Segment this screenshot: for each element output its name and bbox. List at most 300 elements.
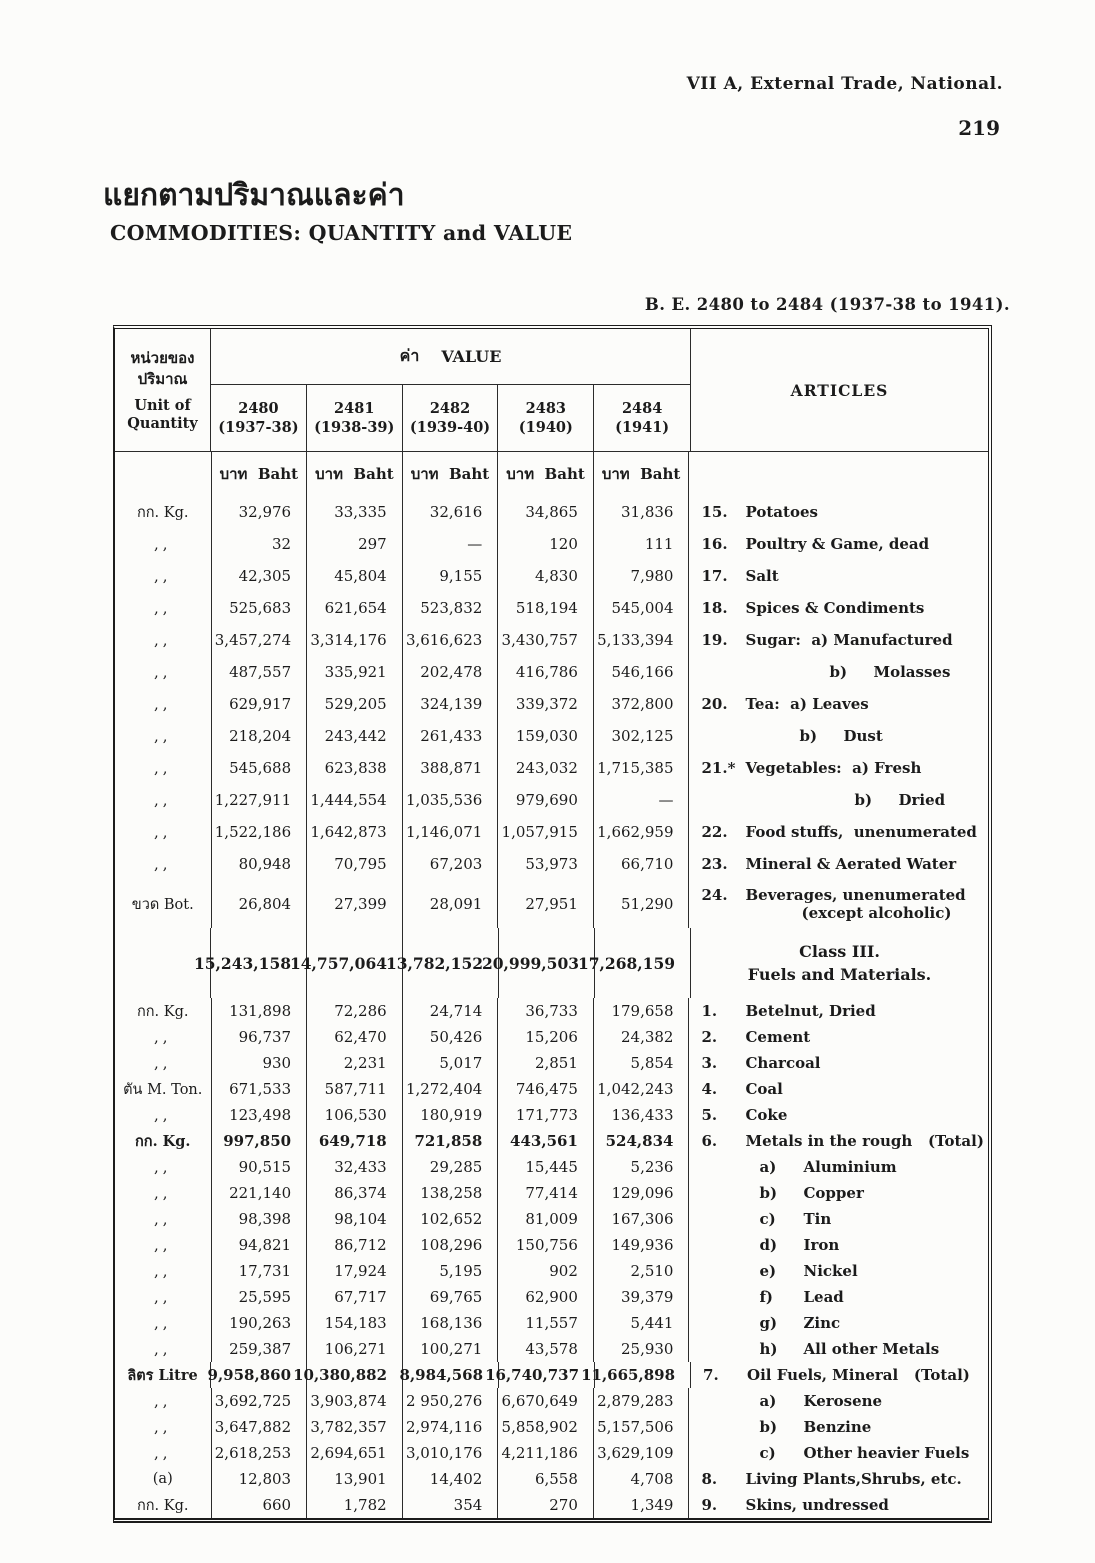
article-cell bbox=[689, 1336, 988, 1362]
article-cell bbox=[689, 880, 988, 928]
value-cell: 5,236 bbox=[594, 1154, 690, 1180]
value-cell: 26,804 bbox=[212, 880, 308, 928]
table-row bbox=[115, 496, 988, 528]
article-cell bbox=[689, 592, 988, 624]
table-row bbox=[115, 1310, 988, 1336]
article-line bbox=[689, 1158, 988, 1176]
article-number: b) bbox=[829, 663, 848, 681]
unit-cell: ,, bbox=[115, 656, 212, 688]
value-cell: 3,430,757 bbox=[498, 624, 594, 656]
value-cell: 2,694,651 bbox=[307, 1440, 403, 1466]
value-header bbox=[211, 329, 690, 385]
article-label: Zinc bbox=[803, 1314, 841, 1332]
unit-cell: ,, bbox=[115, 784, 212, 816]
value-cell: 1,035,536 bbox=[403, 784, 499, 816]
value-cell: 32,433 bbox=[307, 1154, 403, 1180]
value-cell: 149,936 bbox=[594, 1232, 690, 1258]
article-cell bbox=[689, 1440, 988, 1466]
article-label: Vegetables: a) Fresh bbox=[745, 759, 922, 777]
year-ce: (1937-38) bbox=[218, 419, 299, 436]
unit-cell: ,, bbox=[115, 1336, 212, 1362]
table-row bbox=[115, 656, 988, 688]
article-number: c) bbox=[759, 1444, 776, 1462]
value-cell: 120 bbox=[498, 528, 594, 560]
value-cell: 218,204 bbox=[212, 720, 308, 752]
unit-cell: ,, bbox=[115, 848, 212, 880]
value-cell: 930 bbox=[212, 1050, 308, 1076]
article-label: Dust bbox=[843, 727, 883, 745]
value-cell: 98,104 bbox=[307, 1206, 403, 1232]
article-line bbox=[689, 631, 988, 649]
article-line bbox=[689, 503, 988, 521]
value-cell: 67,203 bbox=[403, 848, 499, 880]
value-cell: 5,017 bbox=[403, 1050, 499, 1076]
article-line bbox=[689, 567, 988, 585]
article-label: Poultry & Game, dead bbox=[745, 535, 930, 553]
article-label: Beverages, unenumerated bbox=[745, 886, 966, 904]
value-cell: 29,285 bbox=[403, 1154, 499, 1180]
article-cell bbox=[689, 1050, 988, 1076]
value-cell: 4,211,186 bbox=[498, 1440, 594, 1466]
value-cell: 2 950,276 bbox=[403, 1388, 499, 1414]
table-row bbox=[115, 1076, 988, 1102]
article-cell bbox=[689, 1310, 988, 1336]
value-cell: 388,871 bbox=[403, 752, 499, 784]
value-cell: 81,009 bbox=[498, 1206, 594, 1232]
value-cell: 171,773 bbox=[498, 1102, 594, 1128]
year-header-cell bbox=[211, 385, 307, 451]
value-cell: 25,930 bbox=[594, 1336, 690, 1362]
article-cell bbox=[689, 1154, 988, 1180]
value-cell: — bbox=[403, 528, 499, 560]
article-cell bbox=[689, 752, 988, 784]
value-cell: 154,183 bbox=[307, 1310, 403, 1336]
value-cell: 5,133,394 bbox=[594, 624, 690, 656]
value-cell: 32,616 bbox=[403, 496, 499, 528]
article-number: 5. bbox=[701, 1106, 718, 1124]
value-cell: 3,010,176 bbox=[403, 1440, 499, 1466]
value-cell: 587,711 bbox=[307, 1076, 403, 1102]
year-be: 2480 bbox=[238, 400, 279, 417]
table-row bbox=[115, 998, 988, 1024]
article-cell bbox=[689, 656, 988, 688]
article-number: a) bbox=[759, 1158, 777, 1176]
article-label: Dried bbox=[898, 791, 946, 809]
article-line bbox=[689, 1470, 988, 1488]
unit-header-thai-line1: หน่วยของ bbox=[130, 348, 195, 367]
article-label: Tin bbox=[803, 1210, 832, 1228]
article-label: Spices & Condiments bbox=[745, 599, 925, 617]
article-cell bbox=[689, 1024, 988, 1050]
value-cell: 443,561 bbox=[498, 1128, 594, 1154]
year-ce: (1939-40) bbox=[409, 419, 491, 436]
value-cell: 324,139 bbox=[403, 688, 499, 720]
value-cell: 66,710 bbox=[594, 848, 690, 880]
article-number: b) bbox=[799, 727, 818, 745]
table-row bbox=[115, 1102, 988, 1128]
currency-unit-spacer bbox=[115, 452, 212, 496]
year-be: 2482 bbox=[429, 400, 471, 417]
unit-cell: ,, bbox=[115, 1310, 212, 1336]
article-label: Molasses bbox=[873, 663, 951, 681]
currency-label: บาท Baht bbox=[403, 452, 499, 496]
value-cell: 261,433 bbox=[403, 720, 499, 752]
unit-cell: ,, bbox=[115, 1024, 212, 1050]
article-number: 22. bbox=[701, 823, 728, 841]
value-cell: 1,057,915 bbox=[498, 816, 594, 848]
value-cell: 90,515 bbox=[212, 1154, 308, 1180]
article-label: Sugar: a) Manufactured bbox=[745, 631, 953, 649]
table-row bbox=[115, 1362, 988, 1388]
article-label: Skins, undressed bbox=[745, 1496, 889, 1514]
article-cell bbox=[689, 1180, 988, 1206]
article-line bbox=[691, 1366, 988, 1384]
value-cell: 138,258 bbox=[403, 1180, 499, 1206]
article-line bbox=[689, 599, 988, 617]
value-cell: 10,380,882 bbox=[307, 1362, 403, 1388]
value-cell: 98,398 bbox=[212, 1206, 308, 1232]
table-row bbox=[115, 1232, 988, 1258]
value-cell: 1,349 bbox=[594, 1492, 690, 1518]
table-row bbox=[115, 528, 988, 560]
value-cell: 77,414 bbox=[498, 1180, 594, 1206]
article-cell bbox=[689, 1414, 988, 1440]
year-header-cell bbox=[403, 385, 499, 451]
value-cell: 9,155 bbox=[403, 560, 499, 592]
value-cell: 106,271 bbox=[307, 1336, 403, 1362]
value-cell: 1,444,554 bbox=[307, 784, 403, 816]
value-cell: 6,558 bbox=[498, 1466, 594, 1492]
table-body bbox=[115, 496, 988, 1518]
value-cell: 31,836 bbox=[594, 496, 690, 528]
value-cell: 51,290 bbox=[594, 880, 690, 928]
article-number: b) bbox=[854, 791, 873, 809]
article-cell bbox=[689, 1492, 988, 1518]
value-cell: 129,096 bbox=[594, 1180, 690, 1206]
value-header-thai: ค่า bbox=[399, 346, 420, 365]
value-cell: 2,618,253 bbox=[212, 1440, 308, 1466]
section-header: VII A, External Trade, National. bbox=[686, 74, 1003, 94]
value-cell: 243,032 bbox=[498, 752, 594, 784]
value-cell: 902 bbox=[498, 1258, 594, 1284]
value-cell: 525,683 bbox=[212, 592, 308, 624]
value-cell: 660 bbox=[212, 1492, 308, 1518]
value-cell: 4,708 bbox=[594, 1466, 690, 1492]
article-number: f) bbox=[759, 1288, 774, 1306]
value-cell: 13,782,152 bbox=[403, 928, 499, 998]
article-cell bbox=[689, 496, 988, 528]
value-cell: 1,272,404 bbox=[403, 1076, 499, 1102]
year-be: 2481 bbox=[334, 400, 375, 417]
article-number: b) bbox=[759, 1184, 778, 1202]
value-cell: 202,478 bbox=[403, 656, 499, 688]
article-line bbox=[689, 1314, 988, 1332]
value-cell: 94,821 bbox=[212, 1232, 308, 1258]
article-line bbox=[689, 1496, 988, 1514]
unit-cell: ,, bbox=[115, 1102, 212, 1128]
article-number: 9. bbox=[701, 1496, 718, 1514]
article-line bbox=[689, 727, 988, 745]
value-cell: 80,948 bbox=[212, 848, 308, 880]
value-cell: 14,402 bbox=[403, 1466, 499, 1492]
article-cell bbox=[689, 688, 988, 720]
unit-cell: ,, bbox=[115, 1388, 212, 1414]
value-cell: 14,757,064 bbox=[307, 928, 403, 998]
value-cell: 545,004 bbox=[594, 592, 690, 624]
page-number: 219 bbox=[958, 116, 1000, 140]
value-cell: 339,372 bbox=[498, 688, 594, 720]
value-cell: 4,830 bbox=[498, 560, 594, 592]
value-cell: 45,804 bbox=[307, 560, 403, 592]
article-label: Aluminium bbox=[803, 1158, 897, 1176]
value-cell: 1,227,911 bbox=[212, 784, 308, 816]
article-cell bbox=[689, 998, 988, 1024]
article-number: 23. bbox=[701, 855, 728, 873]
unit-cell: ,, bbox=[115, 816, 212, 848]
unit-cell: ,, bbox=[115, 1414, 212, 1440]
unit-cell: ,, bbox=[115, 1440, 212, 1466]
value-cell: 69,765 bbox=[403, 1284, 499, 1310]
value-cell: 168,136 bbox=[403, 1310, 499, 1336]
article-number: a) bbox=[759, 1392, 777, 1410]
table-row bbox=[115, 1024, 988, 1050]
value-cell: 621,654 bbox=[307, 592, 403, 624]
value-cell: 524,834 bbox=[594, 1128, 690, 1154]
value-cell: 2,231 bbox=[307, 1050, 403, 1076]
value-cell: 5,157,506 bbox=[594, 1414, 690, 1440]
value-cell: 487,557 bbox=[212, 656, 308, 688]
article-number: c) bbox=[759, 1210, 776, 1228]
article-number: g) bbox=[759, 1314, 778, 1332]
value-cell: 5,441 bbox=[594, 1310, 690, 1336]
article-number: e) bbox=[759, 1262, 777, 1280]
value-cell: 24,382 bbox=[594, 1024, 690, 1050]
value-cell: 17,268,159 bbox=[595, 928, 691, 998]
value-cell: 15,206 bbox=[498, 1024, 594, 1050]
value-cell: 72,286 bbox=[307, 998, 403, 1024]
article-number: b) bbox=[759, 1418, 778, 1436]
value-cell: 34,865 bbox=[498, 496, 594, 528]
articles-header bbox=[691, 329, 988, 451]
value-cell: 159,030 bbox=[498, 720, 594, 752]
value-cell: 9,958,860 bbox=[211, 1362, 307, 1388]
value-cell: 721,858 bbox=[403, 1128, 499, 1154]
unit-cell: กก. Kg. bbox=[115, 1128, 212, 1154]
class-heading-line: Class III. bbox=[799, 942, 880, 961]
value-cell: 1,662,959 bbox=[594, 816, 690, 848]
article-cell bbox=[689, 720, 988, 752]
article-line bbox=[689, 1418, 988, 1436]
value-cell: 67,717 bbox=[307, 1284, 403, 1310]
unit-cell: ,, bbox=[115, 560, 212, 592]
article-label: Iron bbox=[803, 1236, 840, 1254]
table-row bbox=[115, 1180, 988, 1206]
period-caption: B. E. 2480 to 2484 (1937-38 to 1941). bbox=[644, 295, 1010, 314]
value-cell: 3,782,357 bbox=[307, 1414, 403, 1440]
article-number: 7. bbox=[703, 1366, 719, 1384]
article-label: Salt bbox=[745, 567, 779, 585]
unit-cell: (a) bbox=[115, 1466, 212, 1492]
article-line bbox=[689, 791, 988, 809]
value-cell: 243,442 bbox=[307, 720, 403, 752]
value-cell: 16,740,737 bbox=[499, 1362, 595, 1388]
article-cell bbox=[689, 624, 988, 656]
article-line bbox=[689, 1392, 988, 1410]
article-line bbox=[689, 1340, 988, 1358]
value-cell: 2,879,283 bbox=[594, 1388, 690, 1414]
value-cell: 3,647,882 bbox=[212, 1414, 308, 1440]
table-row bbox=[115, 1284, 988, 1310]
value-cell: 106,530 bbox=[307, 1102, 403, 1128]
value-cell: — bbox=[594, 784, 690, 816]
unit-cell: ,, bbox=[115, 1180, 212, 1206]
value-cell: 5,854 bbox=[594, 1050, 690, 1076]
table-row bbox=[115, 1414, 988, 1440]
unit-cell: กก. Kg. bbox=[115, 998, 212, 1024]
article-line bbox=[689, 759, 988, 777]
article-line bbox=[689, 1132, 988, 1150]
article-label: All other Metals bbox=[803, 1340, 940, 1358]
value-cell: 546,166 bbox=[594, 656, 690, 688]
table-row bbox=[115, 592, 988, 624]
article-number: 15. bbox=[701, 503, 728, 521]
article-number: 1. bbox=[701, 1002, 718, 1020]
value-cell: 3,457,274 bbox=[212, 624, 308, 656]
article-line bbox=[689, 1028, 988, 1046]
statistics-table bbox=[113, 325, 992, 1523]
value-cell: 111 bbox=[594, 528, 690, 560]
value-cell: 649,718 bbox=[307, 1128, 403, 1154]
unit-cell: ,, bbox=[115, 1206, 212, 1232]
article-cell bbox=[689, 1206, 988, 1232]
value-cell: 518,194 bbox=[498, 592, 594, 624]
table-row bbox=[115, 560, 988, 592]
article-label: Nickel bbox=[803, 1262, 858, 1280]
table-row bbox=[115, 1154, 988, 1180]
table-row bbox=[115, 1258, 988, 1284]
value-cell: 43,578 bbox=[498, 1336, 594, 1362]
article-label: Coal bbox=[745, 1080, 783, 1098]
value-cell: 108,296 bbox=[403, 1232, 499, 1258]
value-cell: 7,980 bbox=[594, 560, 690, 592]
value-cell: 50,426 bbox=[403, 1024, 499, 1050]
unit-cell: ,, bbox=[115, 752, 212, 784]
year-be: 2484 bbox=[621, 400, 663, 417]
year-ce: (1938-39) bbox=[314, 419, 395, 436]
value-cell: 416,786 bbox=[498, 656, 594, 688]
article-line bbox=[689, 1262, 988, 1280]
unit-cell: ,, bbox=[115, 1050, 212, 1076]
article-cell bbox=[689, 816, 988, 848]
value-cell: 2,851 bbox=[498, 1050, 594, 1076]
article-line bbox=[689, 1444, 988, 1462]
value-cell: 302,125 bbox=[594, 720, 690, 752]
article-cell bbox=[689, 1102, 988, 1128]
article-line bbox=[689, 1288, 988, 1306]
article-label: Charcoal bbox=[745, 1054, 821, 1072]
page-title: COMMODITIES: QUANTITY and VALUE bbox=[110, 221, 573, 245]
article-number: h) bbox=[759, 1340, 778, 1358]
value-cell: 1,782 bbox=[307, 1492, 403, 1518]
value-cell: 25,595 bbox=[212, 1284, 308, 1310]
value-cell: 629,917 bbox=[212, 688, 308, 720]
value-cell: 32 bbox=[212, 528, 308, 560]
unit-of-quantity-header bbox=[115, 329, 211, 451]
value-cell: 131,898 bbox=[212, 998, 308, 1024]
unit-cell: ลิตร Litre bbox=[115, 1362, 211, 1388]
value-cell: 997,850 bbox=[212, 1128, 308, 1154]
article-number: 6. bbox=[701, 1132, 718, 1150]
value-cell: 5,195 bbox=[403, 1258, 499, 1284]
value-cell: 1,522,186 bbox=[212, 816, 308, 848]
article-number: 4. bbox=[701, 1080, 718, 1098]
value-cell: 529,205 bbox=[307, 688, 403, 720]
year-ce: (1941) bbox=[615, 419, 670, 436]
value-cell: 86,712 bbox=[307, 1232, 403, 1258]
table-header bbox=[115, 329, 988, 452]
article-label: Mineral & Aerated Water bbox=[745, 855, 957, 873]
article-cell bbox=[691, 1362, 988, 1388]
year-ce: (1940) bbox=[518, 419, 573, 436]
unit-cell: ,, bbox=[115, 592, 212, 624]
article-label: Cement bbox=[745, 1028, 811, 1046]
table-row bbox=[115, 1128, 988, 1154]
currency-label: บาท Baht bbox=[594, 452, 690, 496]
value-cell: 39,379 bbox=[594, 1284, 690, 1310]
value-cell: 1,715,385 bbox=[594, 752, 690, 784]
value-cell: 3,629,109 bbox=[594, 1440, 690, 1466]
value-cell: 8,984,568 bbox=[403, 1362, 499, 1388]
value-cell: 62,900 bbox=[498, 1284, 594, 1310]
currency-row bbox=[115, 452, 988, 496]
value-cell: 671,533 bbox=[212, 1076, 308, 1102]
table-row bbox=[115, 816, 988, 848]
article-line bbox=[689, 855, 988, 873]
article-label: Living Plants,Shrubs, etc. bbox=[745, 1470, 962, 1488]
table-row bbox=[115, 1336, 988, 1362]
value-cell: 27,399 bbox=[307, 880, 403, 928]
unit-cell: ,, bbox=[115, 1154, 212, 1180]
unit-cell: ,, bbox=[115, 688, 212, 720]
currency-label: บาท Baht bbox=[212, 452, 308, 496]
total-row bbox=[115, 928, 988, 998]
value-cell: 545,688 bbox=[212, 752, 308, 784]
value-cell: 20,999,503 bbox=[499, 928, 595, 998]
table-row bbox=[115, 1466, 988, 1492]
year-header-cell bbox=[307, 385, 403, 451]
value-cell: 221,140 bbox=[212, 1180, 308, 1206]
article-line bbox=[689, 886, 988, 904]
table-row bbox=[115, 1440, 988, 1466]
value-cell: 24,714 bbox=[403, 998, 499, 1024]
article-cell bbox=[689, 848, 988, 880]
value-cell: 270 bbox=[498, 1492, 594, 1518]
unit-header-en-line2: Quantity bbox=[127, 414, 198, 432]
value-cell: 1,146,071 bbox=[403, 816, 499, 848]
year-header-row bbox=[211, 385, 690, 451]
value-cell: 28,091 bbox=[403, 880, 499, 928]
unit-cell: ,, bbox=[115, 624, 212, 656]
value-cell: 372,800 bbox=[594, 688, 690, 720]
article-number: 19. bbox=[701, 631, 728, 649]
currency-label: บาท Baht bbox=[498, 452, 594, 496]
class-heading bbox=[691, 928, 988, 998]
article-cell bbox=[689, 1388, 988, 1414]
article-label: Metals in the rough (Total) bbox=[745, 1132, 984, 1150]
value-cell: 3,692,725 bbox=[212, 1388, 308, 1414]
article-number: 17. bbox=[701, 567, 728, 585]
value-cell: 17,924 bbox=[307, 1258, 403, 1284]
